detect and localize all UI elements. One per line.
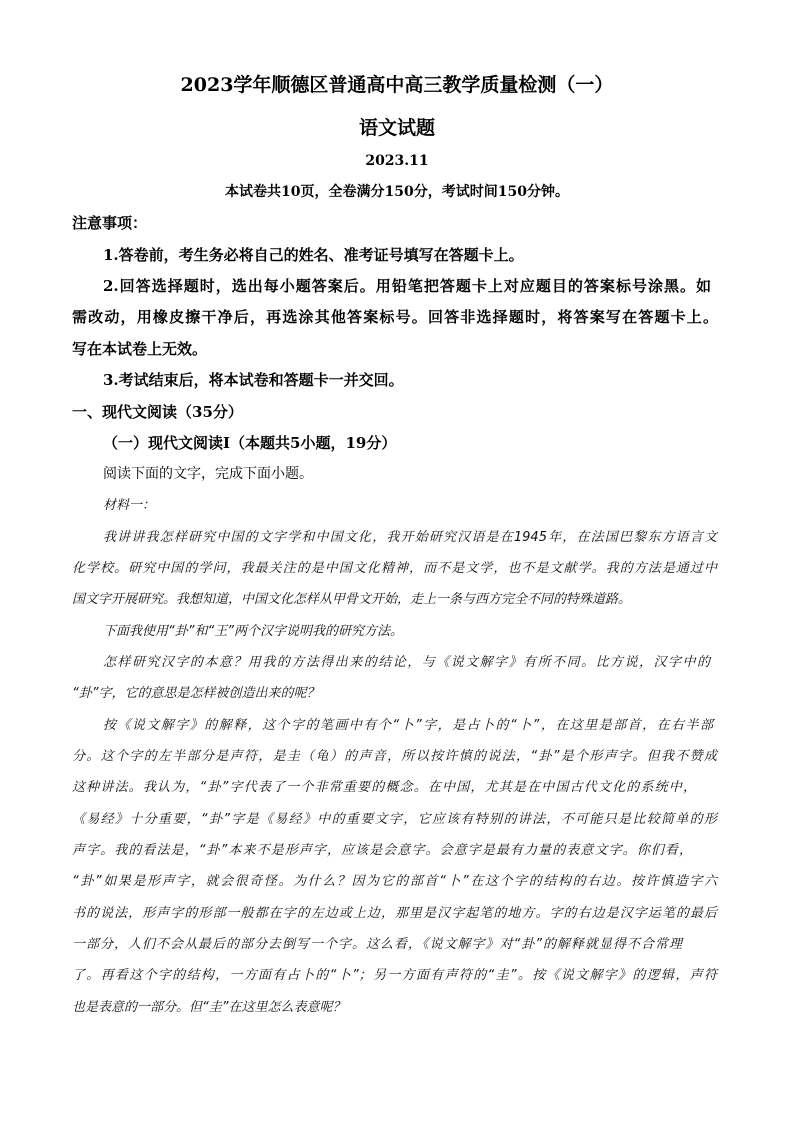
reading-instruction: 阅读下面的文字，完成下面小题。 <box>103 466 313 482</box>
section-heading: 一、现代文阅读（35分） <box>72 403 243 421</box>
notice-item-2-line-3: 写在本试卷上无效。 <box>72 340 208 358</box>
section-subheading: （一）现代文阅读Ⅰ（本题共5小题，19分） <box>103 434 397 452</box>
passage-line: 下面我使用“卦”和“王”两个汉字说明我的研究方法。 <box>103 624 403 639</box>
passage-line: 一部分，人们不会从最后的部分去倒写一个字。这么看，《说文解字》对“卦”的解释就显得不合常理 <box>72 937 682 952</box>
notice-item-1: 1.答卷前，考生务必将自己的姓名、准考证号填写在答题卡上。 <box>103 246 524 264</box>
passage-line: 这种讲法。我认为，“卦”字代表了一个非常重要的概念。在中国，尤其是在中国古代文化的系统中， <box>72 780 696 795</box>
notice-item-3: 3.考试结束后，将本试卷和答题卡一并交回。 <box>103 371 404 389</box>
passage-line: 我讲讲我怎样研究中国的文字学和中国文化，我开始研究汉语是在1945年，在法国巴黎东方语言文 <box>103 530 717 545</box>
passage-line: 分。这个字的左半部分是声符，是圭（龟）的声音，所以按许慎的说法，“卦”是个形声字。但我不赞成 <box>72 749 717 764</box>
notice-item-2-line-1: 2.回答选择题时，选出每小题答案后。用铅笔把答题卡上对应题目的答案标号涂黑。如 <box>103 277 711 295</box>
passage-line: “卦”如果是形声字，就会很奇怪。为什么？因为它的部首“卜”在这个字的结构的右边。按许慎造字六 <box>72 874 717 889</box>
passage-line: 化学校。研究中国的学问，我最关注的是中国文化精神，而不是文学，也不是文献学。我的方法是通过中 <box>72 561 717 576</box>
exam-title: 2023学年顺德区普通高中高三教学质量检测（一） <box>180 74 614 96</box>
notice-item-2-line-2: 需改动，用橡皮擦干净后，再选涂其他答案标号。回答非选择题时，将答案写在答题卡上。 <box>72 308 718 326</box>
passage-line: 了。再看这个字的结构，一方面有占卜的“卜”；另一方面有声符的“圭”。按《说文解字》的逻辑，声符 <box>72 968 717 983</box>
passage-line: 《易经》十分重要，“卦”字是《易经》中的重要文字，它应该有特别的讲法，不可能只是比较简单的形 <box>72 812 717 827</box>
subject-title: 语文试题 <box>358 117 435 139</box>
passage-line: 怎样研究汉字的本意？用我的方法得出来的结论，与《说文解字》有所不同。比方说，汉字中的 <box>103 655 710 670</box>
exam-date: 2023.11 <box>365 153 429 169</box>
passage-line: 声字。我的看法是，“卦”本来不是形声字，应该是会意字。会意字是最有力量的表意文字。你们看， <box>72 843 692 858</box>
passage-line: 按《说文解字》的解释，这个字的笔画中有个“卜”字，是占卜的“卜”，在这里是部首，在右半部 <box>103 718 713 733</box>
passage-line: 国文字开展研究。我想知道，中国文化怎样从甲骨文开始，走上一条与西方完全不同的特殊道路。 <box>72 592 632 607</box>
material-label: 材料一： <box>103 498 156 513</box>
exam-info: 本试卷共10页，全卷满分150分，考试时间150分钟。 <box>225 184 569 200</box>
passage-line: 也是表意的一部分。但“圭”在这里怎么表意呢？ <box>72 1000 346 1015</box>
notice-heading: 注意事项： <box>72 214 148 232</box>
passage-line: “卦”字，它的意思是怎样被创造出来的呢？ <box>72 686 320 701</box>
passage-line: 书的说法，形声字的形部一般都在字的左边或上边，那里是汉字起笔的地方。字的右边是汉字运笔的最后 <box>72 906 717 921</box>
